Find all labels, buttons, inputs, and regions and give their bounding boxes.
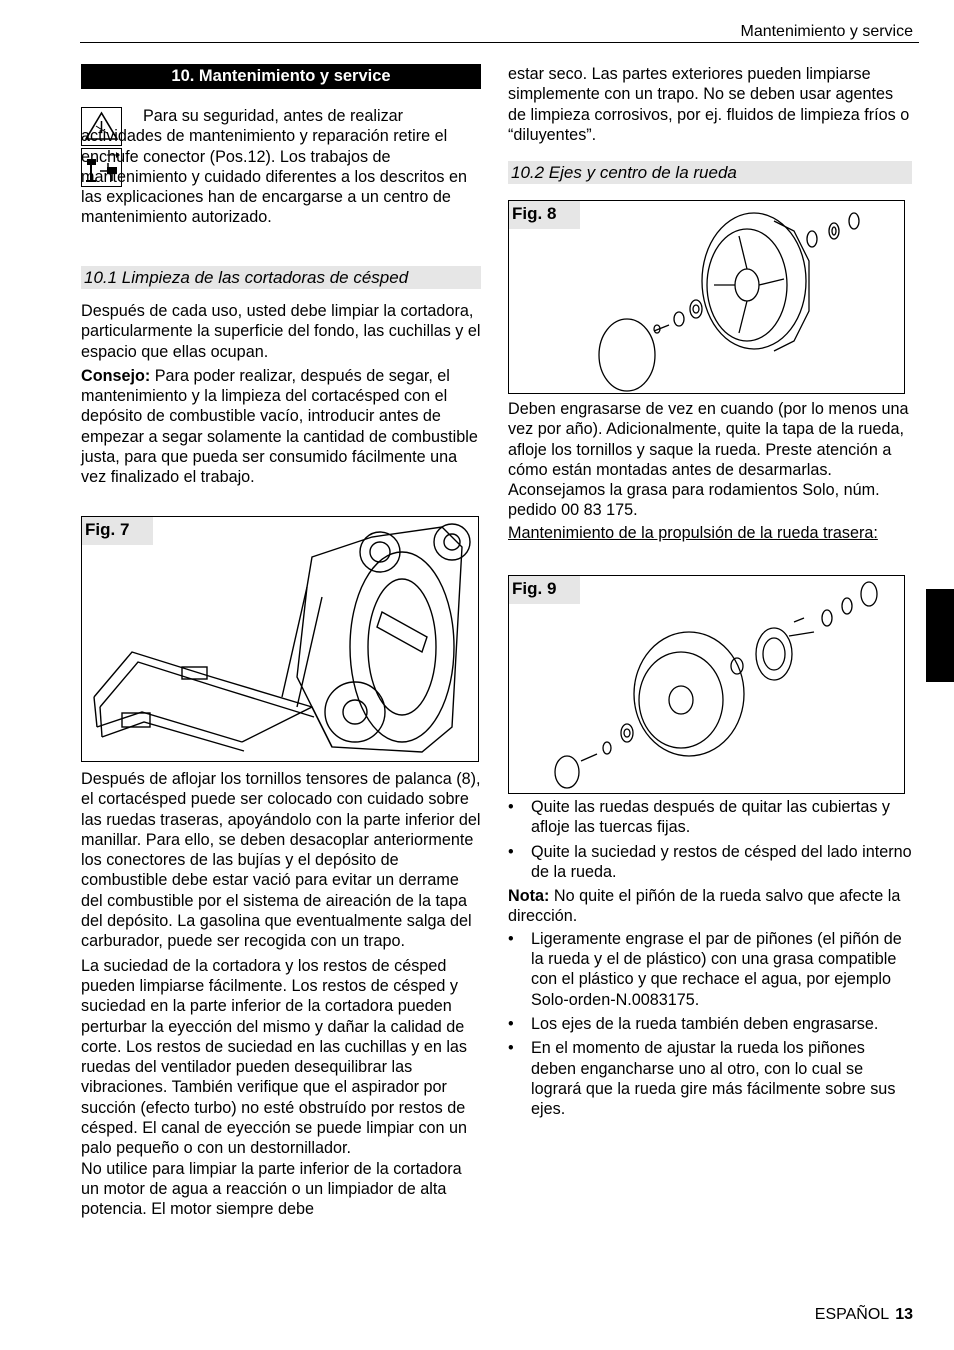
list-item: • En el momento de ajustar la rueda los piñones deben engancharse uno al otro, con lo cual se logrará que la rueda gire más fácilmente sobre sus ejes.: [508, 1038, 912, 1119]
running-header: Mantenimiento y service: [740, 23, 913, 40]
mower-illustration: [82, 517, 478, 761]
subsection-1-title: 10.1 Limpieza de las cortadoras de césped: [81, 266, 481, 289]
figure-8-label: Fig. 8: [509, 201, 580, 229]
bullet-list-2: [508, 929, 912, 1120]
tip-label: Consejo:: [81, 366, 151, 385]
list-item: • Quite la suciedad y restos de césped del lado interno de la rueda.: [508, 842, 912, 883]
rear-drive-heading: Mantenimiento de la propulsión de la rueda trasera:: [508, 523, 878, 542]
tilt-paragraph: Después de aflojar los tornillos tensores de palanca (8), el cortacésped puede ser colocado con cuidado sobre las ruedas traseras, apoyándolo con la parte inferior del manillar. Para ello, se deben desacoplar anteriormente los conectores de las bujías y el depósito de combustible debe estar vació para evitar un derrame del combustible por el sistema de aireación de la tapa del depósito. La gasolina que eventualmente salga del carburador, puede ser recogida con un trapo.: [81, 770, 481, 951]
figure-7: [81, 516, 479, 762]
intro-block: [81, 106, 481, 232]
list-item: • Los ejes de la rueda también deben engrasarse.: [508, 1014, 912, 1034]
note-label: Nota:: [508, 887, 550, 906]
figure-7-label: Fig. 7: [82, 517, 153, 545]
left-column: [81, 64, 481, 89]
rear-drive-exploded-illustration: [509, 576, 904, 793]
figure-8: [508, 200, 905, 394]
left-column-lower: [81, 769, 481, 1224]
wheel-exploded-illustration: [509, 201, 904, 393]
note-paragraph: [508, 886, 912, 927]
right-column-middle: [508, 399, 912, 547]
cleaning-paragraph: Después de cada uso, usted debe limpiar la cortadora, particularmente la superficie del fondo, las cuchillas y el espacio que ellas ocupan.: [81, 302, 481, 361]
page-footer: [815, 1306, 913, 1324]
bullet-list-1: [508, 797, 912, 882]
subsection-1: [81, 266, 481, 492]
section-title: 10. Mantenimiento y service: [81, 64, 481, 89]
grease-paragraph: Deben engrasarse de vez en cuando (por lo menos una vez por año). Adicionalmente, quite la tapa de la rueda, afloje los tornillos y saque la rueda. Preste atención a cómo están montadas antes de desarmarlas. Aconsejamos la grasa para rodamientos Solo, núm. pedido 00 83 175.: [508, 400, 909, 520]
footer-language: ESPAÑOL: [814, 1306, 890, 1323]
tip-text: Para poder realizar, después de segar, el mantenimiento y la limpieza del cortacésped con el depósito de combustible vacío, introducir antes de empezar a segar solamente la cantidad de combustible justa, para que pueda ser consumido fácilmente una vez finalizado el trabajo.: [81, 366, 478, 487]
intro-paragraph: Para su seguridad, antes de realizar actividades de mantenimiento y reparación retire el enchufe conector (Pos.12). Los trabajos de mantenimiento y cuidado diferentes a los descritos en las explicaciones han de encargarse a un centro de mantenimiento autorizado.: [81, 107, 468, 227]
header-rule: [80, 42, 919, 43]
figure-9-label: Fig. 9: [509, 576, 580, 604]
figure-9: [508, 575, 905, 794]
subsection-2-title: 10.2 Ejes y centro de la rueda: [508, 161, 912, 184]
right-column: [508, 64, 912, 184]
exterior-cleaning-paragraph: estar seco. Las partes exteriores pueden limpiarse simplemente con un trapo. No se deben usar agentes de limpieza corrosivos, por ej. fluidos de limpieza fríos o “diluyentes”.: [508, 65, 910, 144]
tip-paragraph: [81, 366, 481, 488]
water-warning-paragraph: No utilice para limpiar la parte inferior de la cortadora un motor de agua a reacción o un limpiador de alta potencia. El motor siempre debe: [81, 1159, 462, 1219]
list-item: • Ligeramente engrase el par de piñones (el piñón de la rueda y el de plástico) con una grasa compatible con el plástico y que rechace el agua, por ejemplo Solo-orden-N.0083175.: [508, 929, 912, 1010]
note-text: No quite el piñón de la rueda salvo que afecte la dirección.: [508, 887, 901, 926]
list-item: • Quite las ruedas después de quitar las cubiertas y afloje las tuercas fijas.: [508, 797, 912, 838]
right-column-lower: [508, 797, 912, 1123]
page-number: 13: [895, 1306, 913, 1323]
language-thumb-tab: [926, 589, 954, 682]
dirt-paragraph: La suciedad de la cortadora y los restos de césped pueden limpiarse fácilmente. Los restos de césped y suciedad en la parte inferior de la cortadora pueden perturbar la eyección del mismo y dañar la calidad de corte. Los restos de suciedad en las cuchillas y en las ruedas del ventilador pueden desequilibrar las vibraciones. También verifique que el aspirador por succión (efecto turbo) no esté obstruído por restos de césped. El canal de eyección se puede limpiar con un palo pequeño o con un destornillador.: [81, 956, 468, 1158]
